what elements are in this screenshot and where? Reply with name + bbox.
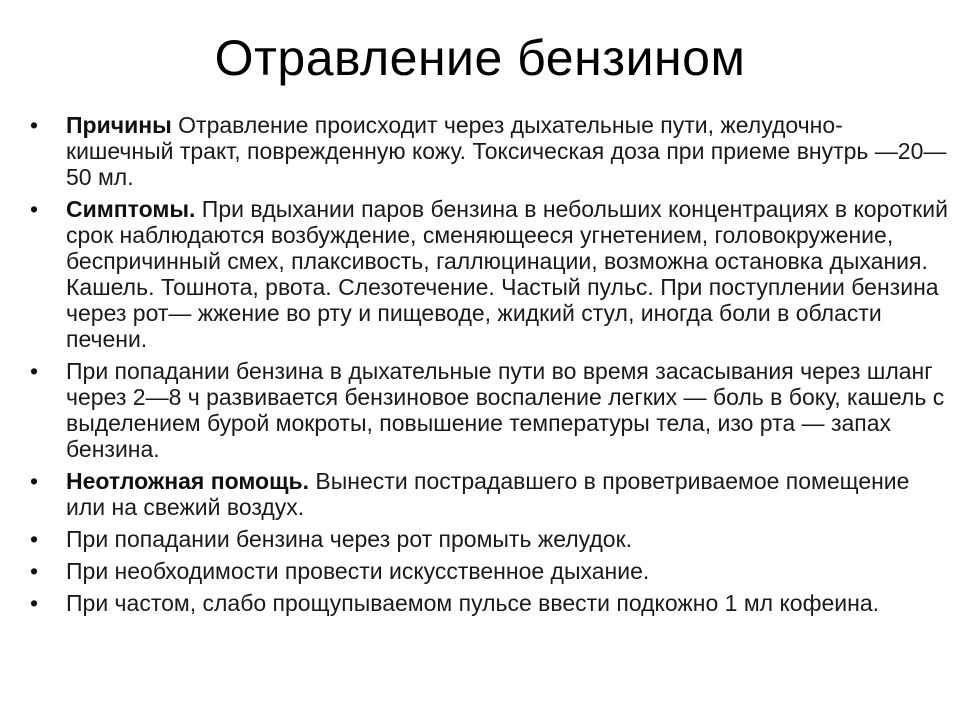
slide-title: Отравление бензином [214,30,746,86]
bullet-text: При попадании бензина в дыхательные пути во время засасывания через шланг через 2—8 ч развивается бензиновое воспаление легких — боль в боку, кашель с выделением бурой мокроты, повышение температуры тела, изо рта — запах бензина. [66,358,945,462]
bullet-point-icon: • [30,526,39,552]
bullet-text: Отравление происходит через дыхательные пути, желудочно-кишечный тракт, поврежденную кожу. Токсическая доза при приеме внутрь —20—50 мл. [66,112,947,190]
bullet-item-first-aid [30,468,948,520]
bullet-text: Вынести пострадавшего в проветриваемое помещение или на свежий воздух. [66,468,910,520]
bullet-list [30,112,948,622]
bullet-item-inhalation [30,358,948,462]
bullet-heading: Симптомы. [66,196,196,222]
bullet-point-icon: • [30,590,39,616]
bullet-point-icon: • [30,558,39,584]
bullet-text: При попадании бензина через рот промыть желудок. [66,526,633,552]
bullet-heading: Неотложная помощь. [66,468,310,494]
bullet-point-icon: • [30,112,39,138]
bullet-point-icon: • [30,468,39,494]
bullet-heading: Причины [66,112,172,138]
bullet-item-symptoms [30,196,948,352]
bullet-text: При необходимости провести искусственное дыхание. [66,558,650,584]
bullet-point-icon: • [30,358,39,384]
bullet-item-caffeine [30,590,948,616]
bullet-item-artificial-respiration [30,558,948,584]
bullet-item-gastric-lavage [30,526,948,552]
bullet-text: При частом, слабо прощупываемом пульсе ввести подкожно 1 мл кофеина. [66,590,880,616]
bullet-item-causes [30,112,948,190]
bullet-point-icon: • [30,196,39,222]
bullet-text: При вдыхании паров бензина в небольших концентрациях в короткий срок наблюдаются возбуждение, сменяющееся угнетением, головокружение, беспричинный смех, плаксивость, галлюцинации, возможна остановка дыхания. Кашель. Тошнота, рвота. Слезотечение. Частый пульс. При поступлении бензина через рот— жжение во рту и пищеводе, жидкий стул, иногда боли в области печени. [66,196,948,352]
